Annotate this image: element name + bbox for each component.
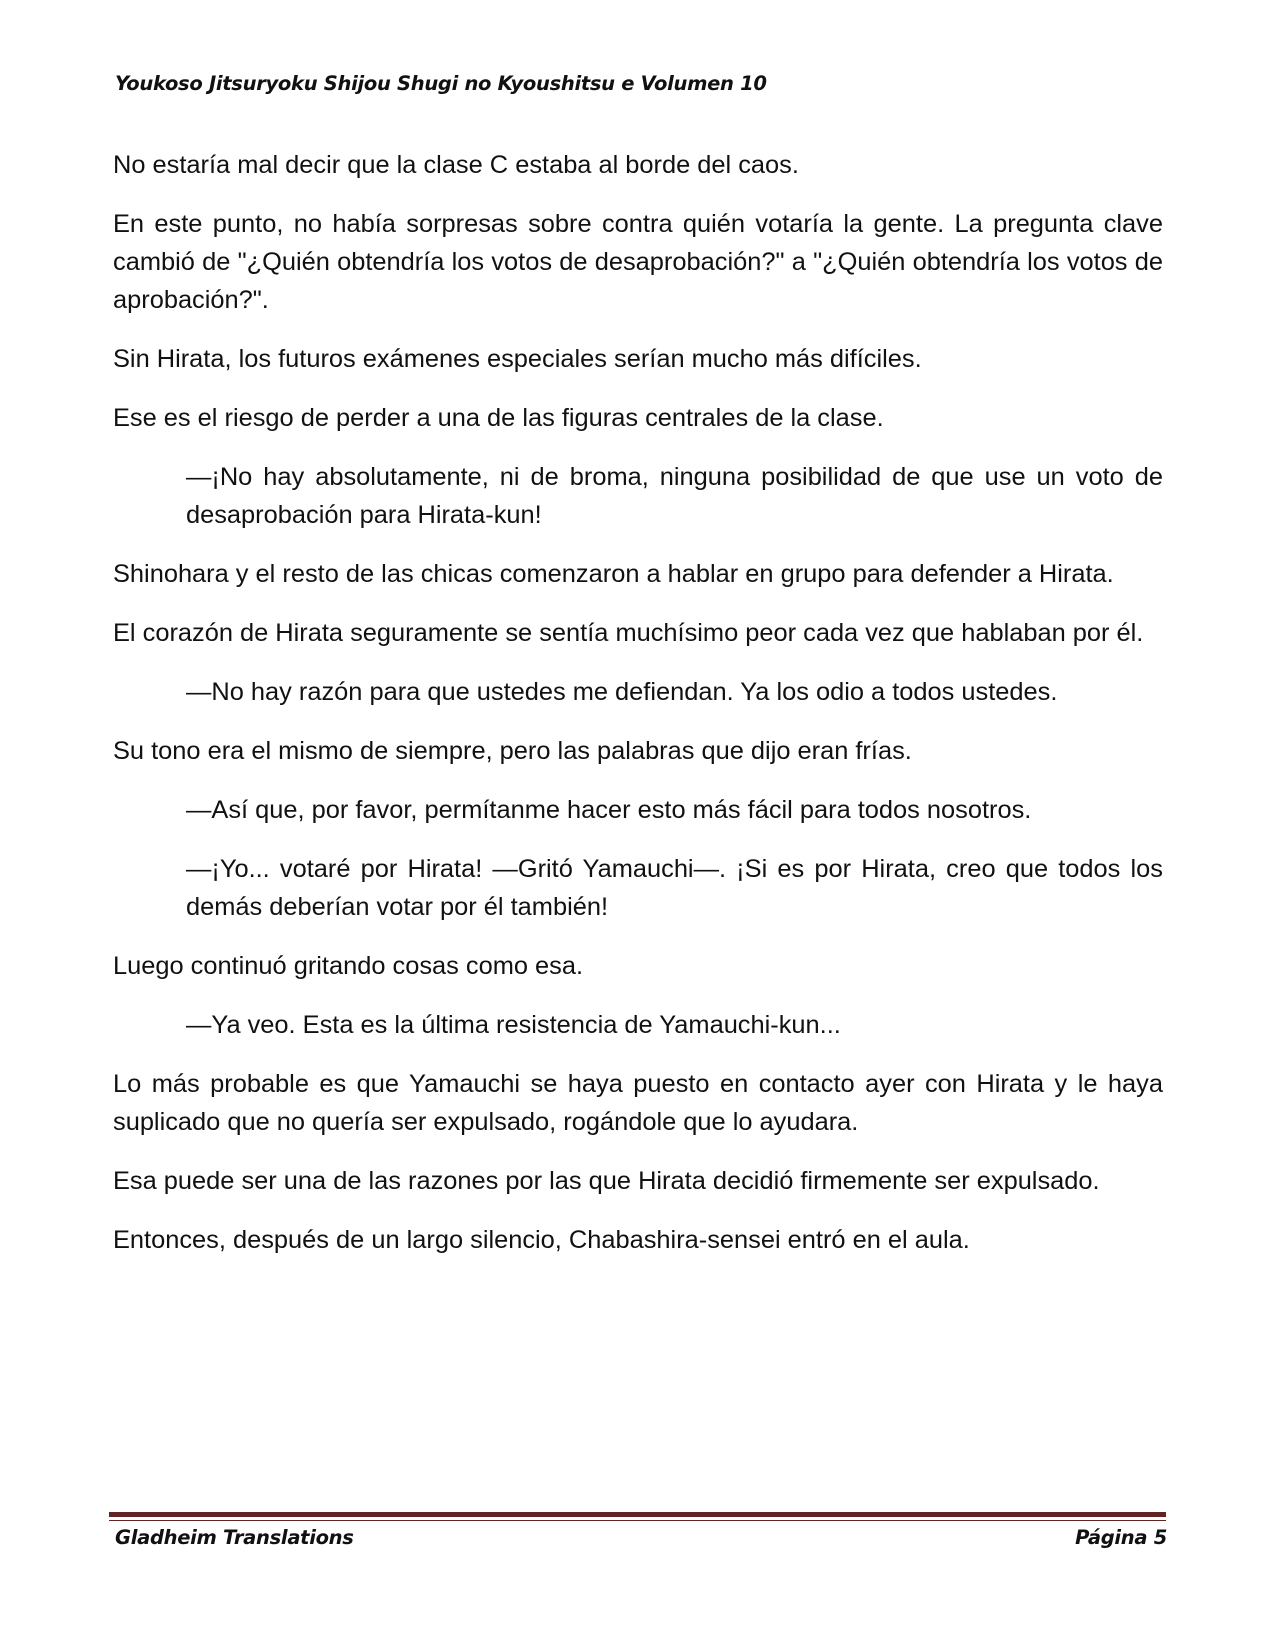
footer-divider-thick: [109, 1512, 1166, 1517]
paragraph: Luego continuó gritando cosas como esa.: [113, 952, 584, 980]
dialogue-paragraph: —¡Yo... votaré por Hirata! —Gritó Yamauchi—. ¡Si es por Hirata, creo que todos los demás deberían votar por él también!: [186, 855, 1163, 921]
paragraph: En este punto, no había sorpresas sobre contra quién votaría la gente. La pregunta clave cambió de "¿Quién obtendría los votos de desaprobación?" a "¿Quién obtendría los votos de aprobación?".: [113, 210, 1163, 314]
running-header-title: Youkoso Jitsuryoku Shijou Shugi no Kyoushitsu e Volumen 10: [115, 72, 767, 95]
paragraph: El corazón de Hirata seguramente se sentía muchísimo peor cada vez que hablaban por él.: [113, 619, 1144, 647]
paragraph: Esa puede ser una de las razones por las que Hirata decidió firmemente ser expulsado.: [113, 1167, 1100, 1195]
paragraph: Lo más probable es que Yamauchi se haya puesto en contacto ayer con Hirata y le haya suplicado que no quería ser expulsado, rogándole que lo ayudara.: [113, 1070, 1163, 1136]
footer-page-number: Página 5: [1075, 1526, 1167, 1549]
paragraph: Ese es el riesgo de perder a una de las figuras centrales de la clase.: [113, 404, 884, 432]
paragraph: Entonces, después de un largo silencio, Chabashira-sensei entró en el aula.: [113, 1226, 970, 1254]
dialogue-paragraph: —¡No hay absolutamente, ni de broma, ninguna posibilidad de que use un voto de desaprobación para Hirata-kun!: [186, 463, 1163, 529]
paragraph: Shinohara y el resto de las chicas comenzaron a hablar en grupo para defender a Hirata.: [113, 560, 1114, 588]
footer-divider-thin: [109, 1520, 1166, 1521]
paragraph: Su tono era el mismo de siempre, pero las palabras que dijo eran frías.: [113, 737, 912, 765]
dialogue-paragraph: —No hay razón para que ustedes me defiendan. Ya los odio a todos ustedes.: [186, 678, 1058, 706]
dialogue-paragraph: —Así que, por favor, permítanme hacer esto más fácil para todos nosotros.: [186, 796, 1032, 824]
footer-publisher: Gladheim Translations: [115, 1526, 354, 1549]
page-body: [113, 146, 1163, 1280]
dialogue-paragraph: —Ya veo. Esta es la última resistencia de Yamauchi-kun...: [186, 1011, 841, 1039]
paragraph: No estaría mal decir que la clase C estaba al borde del caos.: [113, 151, 799, 179]
paragraph: Sin Hirata, los futuros exámenes especiales serían mucho más difíciles.: [113, 345, 922, 373]
